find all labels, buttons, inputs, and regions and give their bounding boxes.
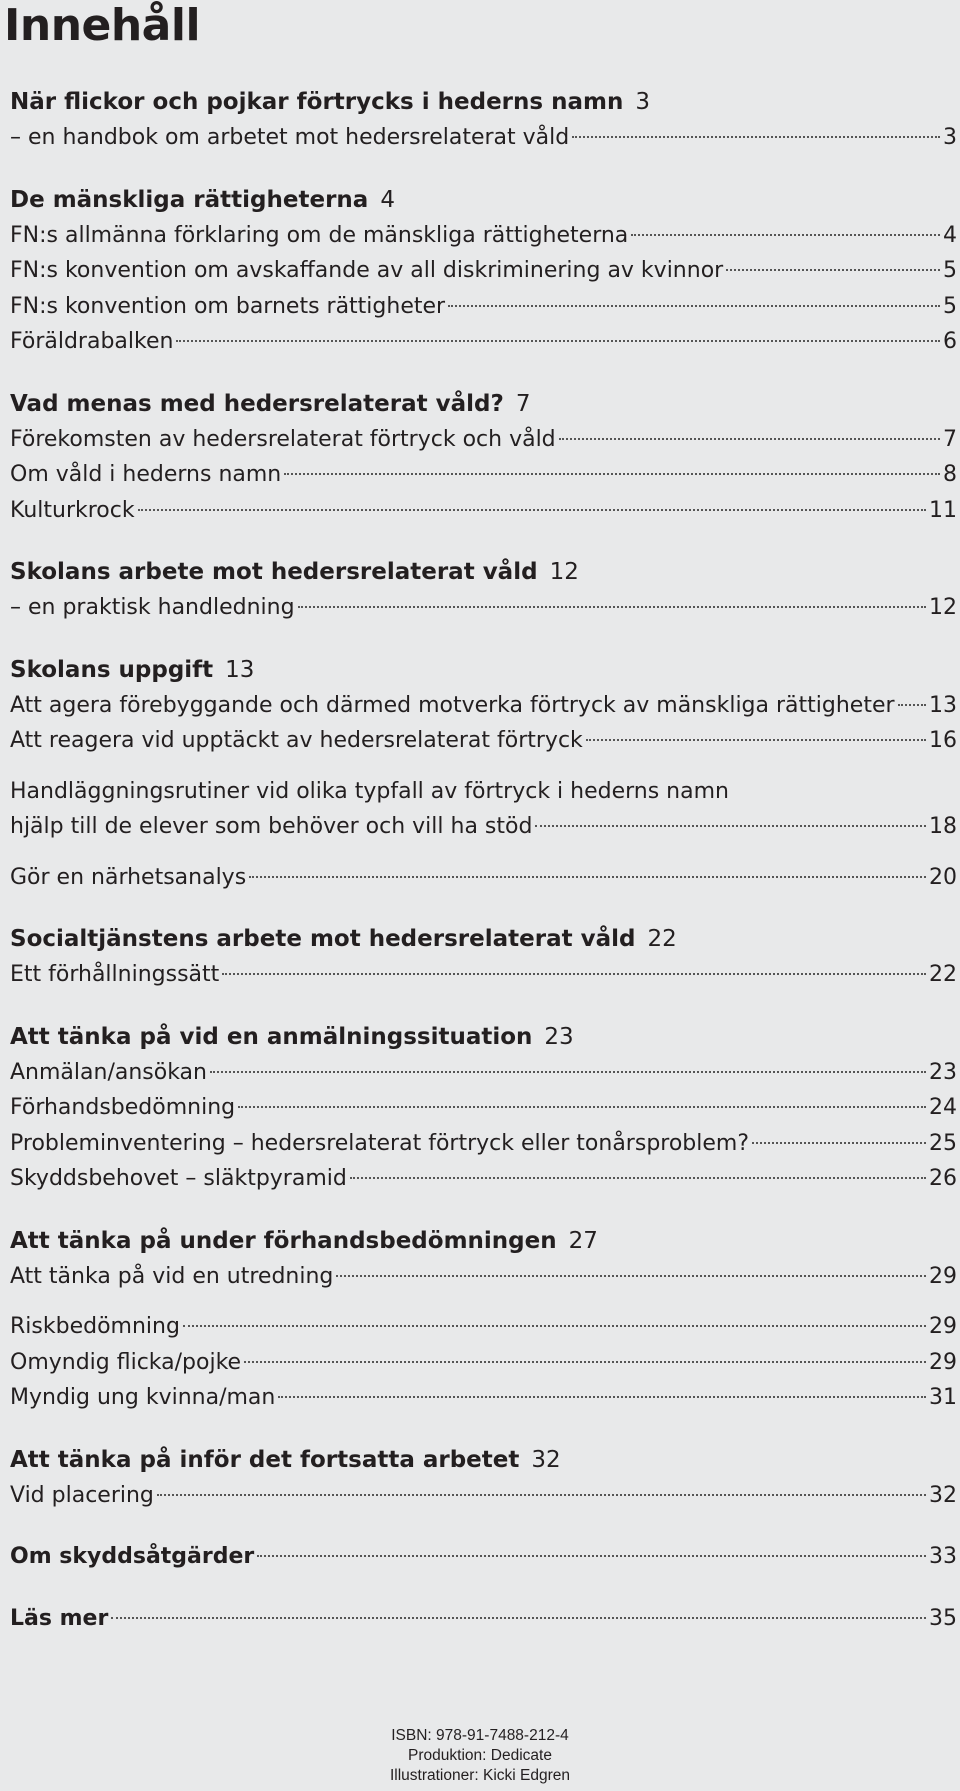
dot-leader [176, 340, 940, 342]
isbn-line: ISBN: 978-91-7488-212-4 [391, 1727, 569, 1744]
toc-section [10, 554, 957, 626]
section-heading-page-number: 3 [635, 89, 650, 115]
toc-entry[interactable] [10, 324, 957, 360]
toc-entry-title: FN:s konvention om avskaffande av all diskriminering av kvinnor [10, 258, 724, 283]
section-heading-page-number: 13 [225, 656, 255, 683]
dot-leader [898, 704, 926, 706]
toc-entry-page-number: 32 [929, 1482, 957, 1508]
toc-bold-entry[interactable] [10, 1539, 957, 1575]
toc-bold-entry[interactable] [10, 1601, 957, 1637]
toc-entry-page-number: 33 [929, 1544, 957, 1569]
toc-section [10, 1223, 957, 1416]
dot-leader [350, 1177, 926, 1179]
section-heading-title: Skolans uppgift [10, 656, 214, 683]
toc-entry-title: Probleminventering – hedersrelaterat förtryck eller tonårsproblem? [10, 1130, 750, 1156]
dot-leader [298, 606, 926, 608]
toc-entry[interactable] [10, 493, 957, 529]
toc-section [10, 652, 957, 896]
dot-leader [752, 1142, 926, 1144]
colophon [0, 1726, 960, 1786]
dot-leader [138, 509, 926, 511]
toc-entry-title: – en praktisk handledning [10, 595, 295, 620]
toc-entry-title: Kulturkrock [10, 497, 135, 523]
toc-entry-title: Att reagera vid upptäckt av hedersrelaterat förtryck [10, 728, 583, 753]
toc-section-heading[interactable] [10, 1223, 957, 1259]
dot-leader [238, 1106, 926, 1108]
toc-entry[interactable] [10, 1309, 957, 1345]
toc-entry-page-number: 22 [929, 962, 957, 987]
toc-entry-page-number: 3 [943, 125, 957, 150]
section-heading-title: Att tänka på inför det fortsatta arbetet [10, 1446, 520, 1473]
toc-entry-page-number: 4 [943, 222, 957, 248]
toc-entry-title: hjälp till de elever som behöver och vill ha stöd [10, 814, 533, 839]
toc-section [10, 84, 957, 156]
toc-entry[interactable] [10, 289, 957, 325]
toc-entry-title: Anmälan/ansökan [10, 1059, 207, 1085]
toc-entry[interactable] [10, 1380, 957, 1416]
toc-entry-page-number: 12 [929, 595, 957, 620]
toc-entry[interactable] [10, 809, 957, 845]
section-heading-page-number: 12 [549, 559, 579, 585]
toc-entry[interactable] [10, 957, 957, 993]
dot-leader [559, 438, 940, 440]
toc-entry[interactable] [10, 218, 957, 254]
section-heading-title: Vad menas med hedersrelaterat våld? [10, 390, 504, 417]
toc-entry-title: Om skyddsåtgärder [10, 1544, 255, 1569]
toc-entry[interactable] [10, 120, 957, 156]
toc-entry-page-number: 13 [929, 692, 957, 718]
toc-section-heading[interactable] [10, 1442, 957, 1478]
toc-entry[interactable] [10, 723, 957, 759]
toc-section-heading[interactable] [10, 386, 957, 422]
toc-section-heading[interactable] [10, 921, 957, 957]
toc-entry-page-number: 24 [929, 1095, 957, 1120]
toc-entry[interactable] [10, 688, 957, 724]
dot-leader [336, 1275, 926, 1277]
dot-leader [278, 1396, 926, 1398]
table-of-contents [10, 84, 957, 1662]
dot-leader [244, 1361, 926, 1363]
toc-entry[interactable] [10, 1090, 957, 1126]
toc-entry[interactable] [10, 860, 957, 896]
toc-entry-title: FN:s allmänna förklaring om de mänskliga rättigheterna [10, 222, 629, 248]
toc-entry-title: FN:s konvention om barnets rättigheter [10, 293, 446, 319]
dot-leader [586, 739, 926, 741]
toc-entry[interactable] [10, 457, 957, 493]
toc-entry-page-number: 18 [929, 814, 957, 839]
toc-entry[interactable] [10, 1126, 957, 1162]
section-heading-title: De mänskliga rättigheterna [10, 186, 369, 213]
dot-leader [111, 1617, 926, 1619]
section-heading-title: Socialtjänstens arbete mot hedersrelaterat våld [10, 926, 636, 952]
toc-entry-page-number: 26 [929, 1166, 957, 1191]
dot-leader [631, 234, 940, 236]
section-heading-page-number: 23 [544, 1023, 574, 1050]
toc-entry-title: Myndig ung kvinna/man [10, 1385, 276, 1410]
toc-section [10, 921, 957, 993]
toc-section-heading[interactable] [10, 182, 957, 218]
dot-leader [210, 1071, 926, 1073]
toc-entry-title: Om våld i hederns namn [10, 462, 282, 487]
section-heading-page-number: 22 [647, 926, 677, 952]
toc-entry-title: Föräldrabalken [10, 329, 174, 354]
toc-section [10, 182, 957, 360]
section-heading-title: Skolans arbete mot hedersrelaterat våld [10, 559, 538, 585]
toc-entry-page-number: 11 [929, 497, 957, 523]
illustrations-line: Illustrationer: Kicki Edgren [389, 1767, 571, 1784]
section-heading-title: När flickor och pojkar förtrycks i hederns namn [10, 89, 624, 115]
toc-entry-title: Ett förhållningssätt [10, 962, 220, 987]
toc-entry-text-line: Handläggningsrutiner vid olika typfall av förtryck i hederns namn [10, 778, 729, 804]
toc-entry-title: Läs mer [10, 1605, 109, 1631]
toc-entry-page-number: 23 [929, 1059, 957, 1085]
toc-section-heading[interactable] [10, 84, 957, 120]
toc-entry-page-number: 20 [929, 864, 957, 890]
toc-entry-title: Omyndig flicka/pojke [10, 1349, 242, 1375]
toc-section [10, 1442, 957, 1514]
section-heading-page-number: 7 [515, 390, 531, 417]
toc-entry-title: Gör en närhetsanalys [10, 864, 247, 890]
toc-entry-page-number: 6 [943, 329, 957, 354]
dot-leader [448, 305, 940, 307]
dot-leader [183, 1325, 926, 1327]
dot-leader [249, 876, 926, 878]
toc-entry[interactable] [10, 422, 957, 458]
dot-leader [572, 136, 940, 138]
toc-entry-title: Förekomsten av hedersrelaterat förtryck och våld [10, 426, 556, 452]
dot-leader [257, 1555, 926, 1557]
toc-entry[interactable] [10, 1345, 957, 1381]
section-heading-title: Att tänka på under förhandsbedömningen [10, 1227, 557, 1254]
toc-entry-title: Riskbedömning [10, 1314, 180, 1339]
section-heading-page-number: 27 [568, 1227, 598, 1254]
dot-leader [726, 269, 940, 271]
toc-entry-page-number: 29 [929, 1263, 957, 1289]
toc-section-heading[interactable] [10, 1019, 957, 1055]
dot-leader [284, 473, 940, 475]
toc-section [10, 386, 957, 529]
toc-entry-page-number: 29 [929, 1314, 957, 1339]
toc-section [10, 1601, 957, 1637]
toc-entry-page-number: 5 [943, 293, 957, 319]
toc-entry-page-number: 25 [929, 1130, 957, 1156]
page-title: Innehåll [4, 0, 201, 51]
section-heading-title: Att tänka på vid en anmälningssituation [10, 1023, 533, 1050]
toc-entry-page-number: 35 [929, 1605, 957, 1631]
toc-entry-page-number: 8 [943, 462, 957, 487]
toc-entry-title: Skyddsbehovet – släktpyramid [10, 1166, 347, 1191]
toc-entry[interactable] [10, 253, 957, 289]
toc-entry-page-number: 16 [929, 728, 957, 753]
dot-leader [535, 825, 926, 827]
section-heading-page-number: 32 [531, 1446, 561, 1473]
toc-entry[interactable] [10, 1478, 957, 1514]
toc-entry-title: Att tänka på vid en utredning [10, 1263, 334, 1289]
toc-entry-title: Vid placering [10, 1482, 154, 1508]
toc-entry-page-number: 7 [943, 426, 957, 452]
toc-entry[interactable] [10, 1161, 957, 1197]
section-heading-page-number: 4 [380, 186, 395, 213]
dot-leader [157, 1494, 926, 1496]
toc-section [10, 1019, 957, 1197]
toc-entry[interactable] [10, 1259, 957, 1295]
toc-entry-title: – en handbok om arbetet mot hedersrelaterat våld [10, 125, 570, 150]
toc-section-heading[interactable] [10, 554, 957, 590]
toc-entry-page-number: 29 [929, 1349, 957, 1375]
dot-leader [222, 973, 926, 975]
toc-section [10, 1539, 957, 1575]
production-line: Produktion: Dedicate [408, 1747, 552, 1764]
toc-entry[interactable] [10, 1055, 957, 1091]
toc-entry-title: Förhandsbedömning [10, 1095, 236, 1120]
toc-entry[interactable] [10, 590, 957, 626]
toc-section-heading[interactable] [10, 652, 957, 688]
toc-entry-title: Att agera förebyggande och därmed motverka förtryck av mänskliga rättigheter [10, 692, 895, 718]
toc-entry-page-number: 5 [943, 258, 957, 283]
toc-entry-page-number: 31 [929, 1385, 957, 1410]
